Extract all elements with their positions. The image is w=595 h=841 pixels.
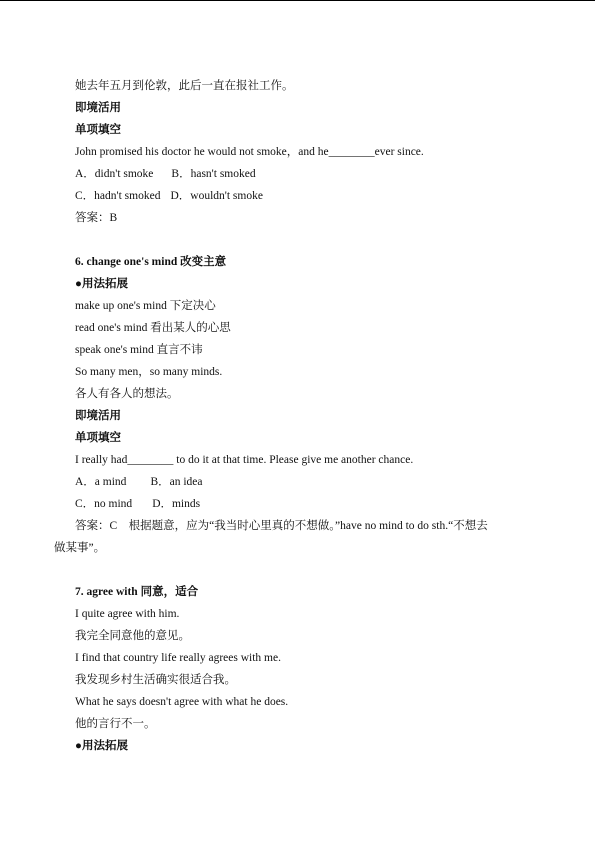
option-b: B．hasn't smoked [171, 168, 256, 180]
question-part-2: to do it at that time. Please give me another chance. [173, 454, 414, 466]
usage-item: So many men，so many minds. [75, 366, 223, 378]
option-d: D．wouldn't smoke [170, 190, 263, 202]
option-a: A．didn't smoke [75, 168, 154, 180]
example-translation: 我完全同意他的意见。 [75, 630, 190, 642]
answer-explanation: 答案：C 根据题意，应为“我当时心里真的不想做。”have no mind to do sth.“不想去 [75, 520, 488, 532]
option-d: D．minds [152, 498, 201, 510]
example-translation: 我发现乡村生活确实很适合我。 [75, 674, 236, 686]
practice-title: 即境活用 [75, 102, 121, 114]
answer-line: 答案：B [75, 212, 118, 224]
section-heading: 7. agree with 同意，适合 [75, 586, 199, 598]
fill-blank-title: 单项填空 [75, 124, 121, 136]
usage-title: ●用法拓展 [75, 278, 128, 290]
options-row-1 [75, 167, 256, 181]
usage-item: 各人有各人的想法。 [75, 388, 179, 400]
usage-item: speak one's mind 直言不讳 [75, 344, 203, 356]
option-b: B．an idea [150, 476, 203, 488]
option-c: C．hadn't smoked [75, 190, 161, 202]
question-text [75, 453, 413, 467]
practice-title: 即境活用 [75, 410, 121, 422]
translation-line: 她去年五月到伦敦，此后一直在报社工作。 [75, 80, 294, 92]
question-part-2: ever since. [374, 146, 424, 158]
example-sentence: What he says doesn't agree with what he does. [75, 696, 289, 708]
page-top-rule [0, 0, 595, 1]
option-a: A．a mind [75, 476, 127, 488]
example-sentence: I find that country life really agrees with me. [75, 652, 281, 664]
usage-item: make up one's mind 下定决心 [75, 300, 216, 312]
question-text [75, 145, 424, 159]
option-c: C．no mind [75, 498, 133, 510]
question-part-1: John promised his doctor he would not smoke，and he [75, 146, 329, 158]
example-translation: 他的言行不一。 [75, 718, 156, 730]
answer-blank: ________ [328, 146, 375, 158]
answer-blank: ________ [127, 454, 174, 466]
usage-title: ●用法拓展 [75, 740, 128, 752]
options-row-1 [75, 475, 203, 489]
options-row-2 [75, 497, 200, 511]
fill-blank-title: 单项填空 [75, 432, 121, 444]
options-row-2 [75, 189, 263, 203]
example-sentence: I quite agree with him. [75, 608, 180, 620]
section-heading: 6. change one's mind 改变主意 [75, 256, 227, 268]
usage-item: read one's mind 看出某人的心思 [75, 322, 231, 334]
question-part-1: I really had [75, 454, 128, 466]
answer-explanation-cont: 做某事”。 [54, 542, 106, 554]
